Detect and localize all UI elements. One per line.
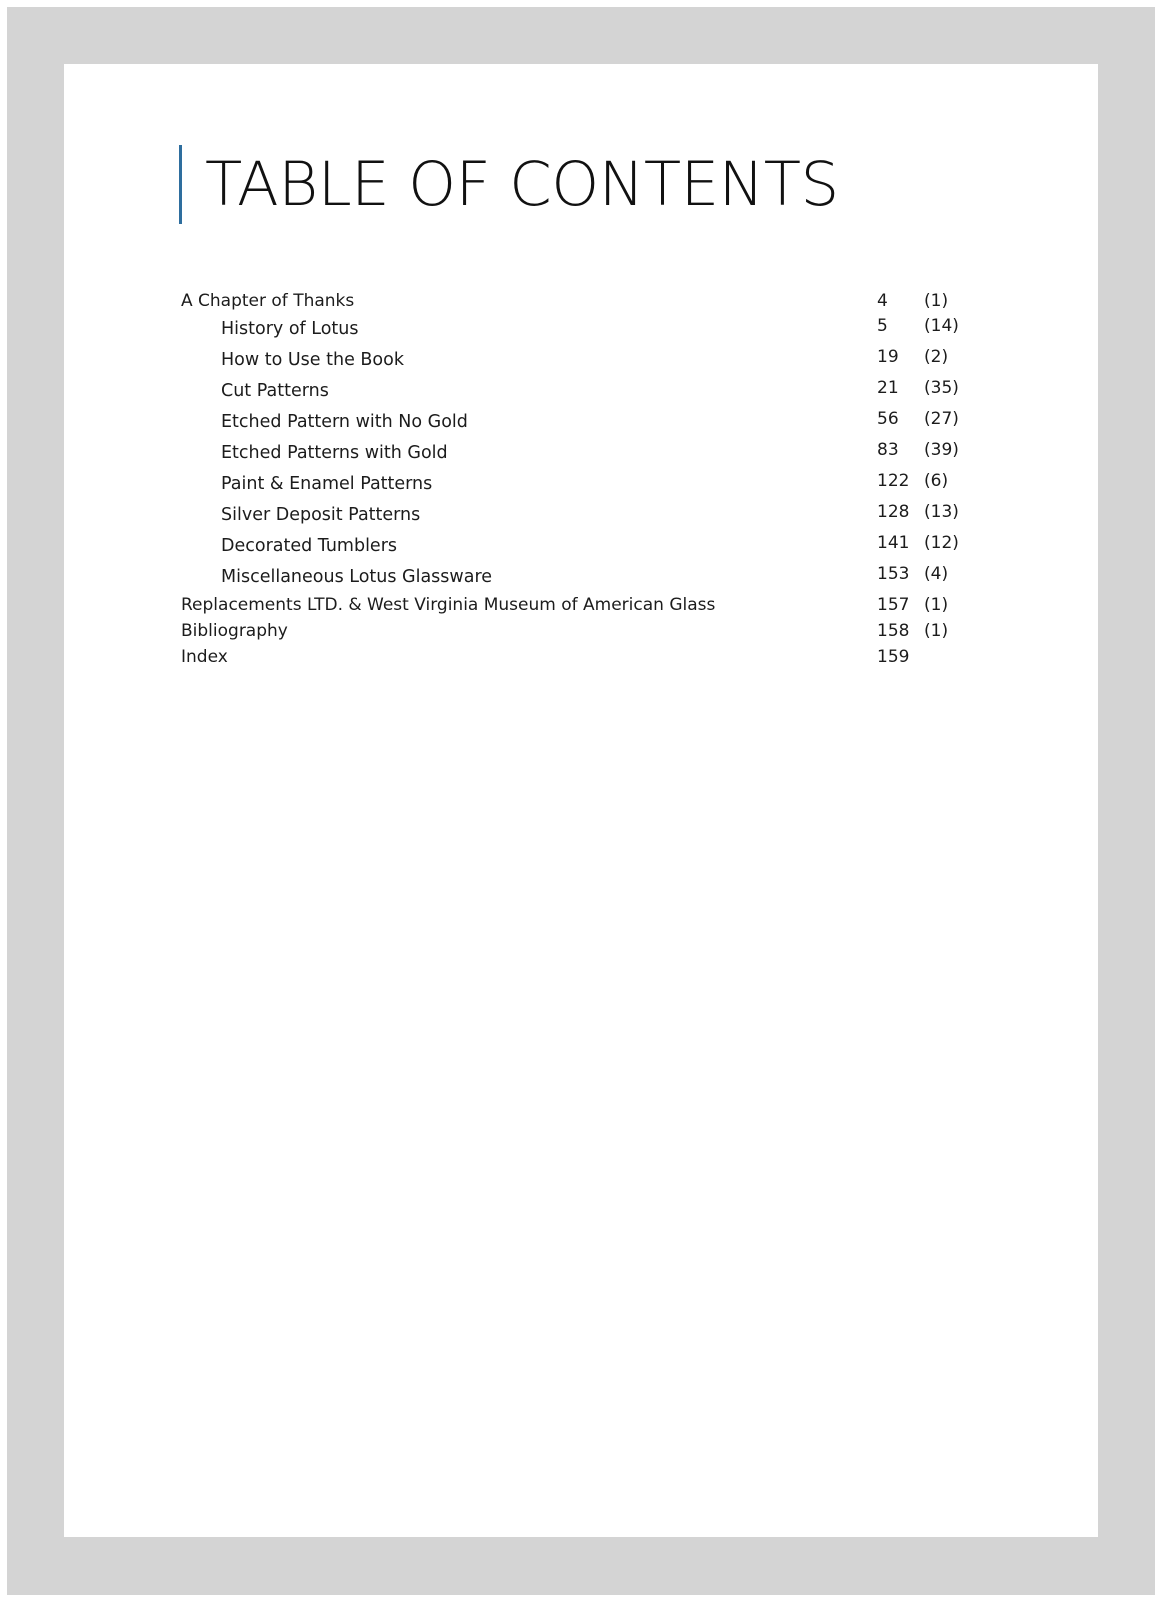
toc-entry [64,347,1098,373]
toc-entry-page: 158 [877,621,910,641]
toc-entry-label: History of Lotus [221,319,359,339]
toc-entry-page: 83 [877,440,899,460]
toc-entry-count: (35) [924,378,959,398]
toc-entry [64,409,1098,435]
toc-entry [64,378,1098,404]
toc-entry-count: (1) [924,621,949,641]
toc-entry-count: (14) [924,316,959,336]
toc-entry-page: 5 [877,316,888,336]
toc-entry-count: (1) [924,595,949,615]
toc-entry-label: A Chapter of Thanks [181,291,355,311]
toc-entry-label: Etched Pattern with No Gold [221,412,468,432]
toc-entry-page: 157 [877,595,910,615]
toc-entry-label: Silver Deposit Patterns [221,505,421,525]
toc-entry-count: (1) [924,291,949,311]
toc-entry-label: Replacements LTD. & West Virginia Museum of American Glass [181,595,716,615]
toc-entry-count: (4) [924,564,949,584]
toc-entry [64,502,1098,528]
toc-entry-page: 19 [877,347,899,367]
toc-entry-count: (27) [924,409,959,429]
toc-entry-label: Miscellaneous Lotus Glassware [221,567,493,587]
toc-entry-label: Index [181,647,228,667]
toc-entry-page: 159 [877,647,910,667]
toc-entry-count: (2) [924,347,949,367]
toc-entry-label: Cut Patterns [221,381,329,401]
toc-entry-label: Decorated Tumblers [221,536,398,556]
toc-entry-page: 56 [877,409,899,429]
page-title: TABLE OF CONTENTS [205,149,839,220]
toc-entry [64,592,1098,618]
toc-entry-page: 141 [877,533,910,553]
toc-entry [64,533,1098,559]
toc-entry-count: (13) [924,502,959,522]
toc-entry [64,316,1098,342]
toc-entry-label: Etched Patterns with Gold [221,443,448,463]
toc-entry-page: 4 [877,291,888,311]
toc-entry [64,440,1098,466]
toc-entry-page: 122 [877,471,910,491]
toc-entry-label: Bibliography [181,621,288,641]
toc-entry [64,618,1098,644]
document-page [64,64,1098,1537]
toc-entry-label: How to Use the Book [221,350,404,370]
toc-entry-count: (6) [924,471,949,491]
toc-entry [64,644,1098,670]
toc-entry-label: Paint & Enamel Patterns [221,474,433,494]
toc-entry-page: 128 [877,502,910,522]
title-accent-bar [179,145,182,224]
toc-entry-count: (39) [924,440,959,460]
toc-entry-page: 21 [877,378,899,398]
toc-entry-count: (12) [924,533,959,553]
document-viewer-background [7,7,1155,1595]
toc-entry [64,288,1098,314]
toc-entry [64,564,1098,590]
toc-entry-page: 153 [877,564,910,584]
toc-entry [64,471,1098,497]
